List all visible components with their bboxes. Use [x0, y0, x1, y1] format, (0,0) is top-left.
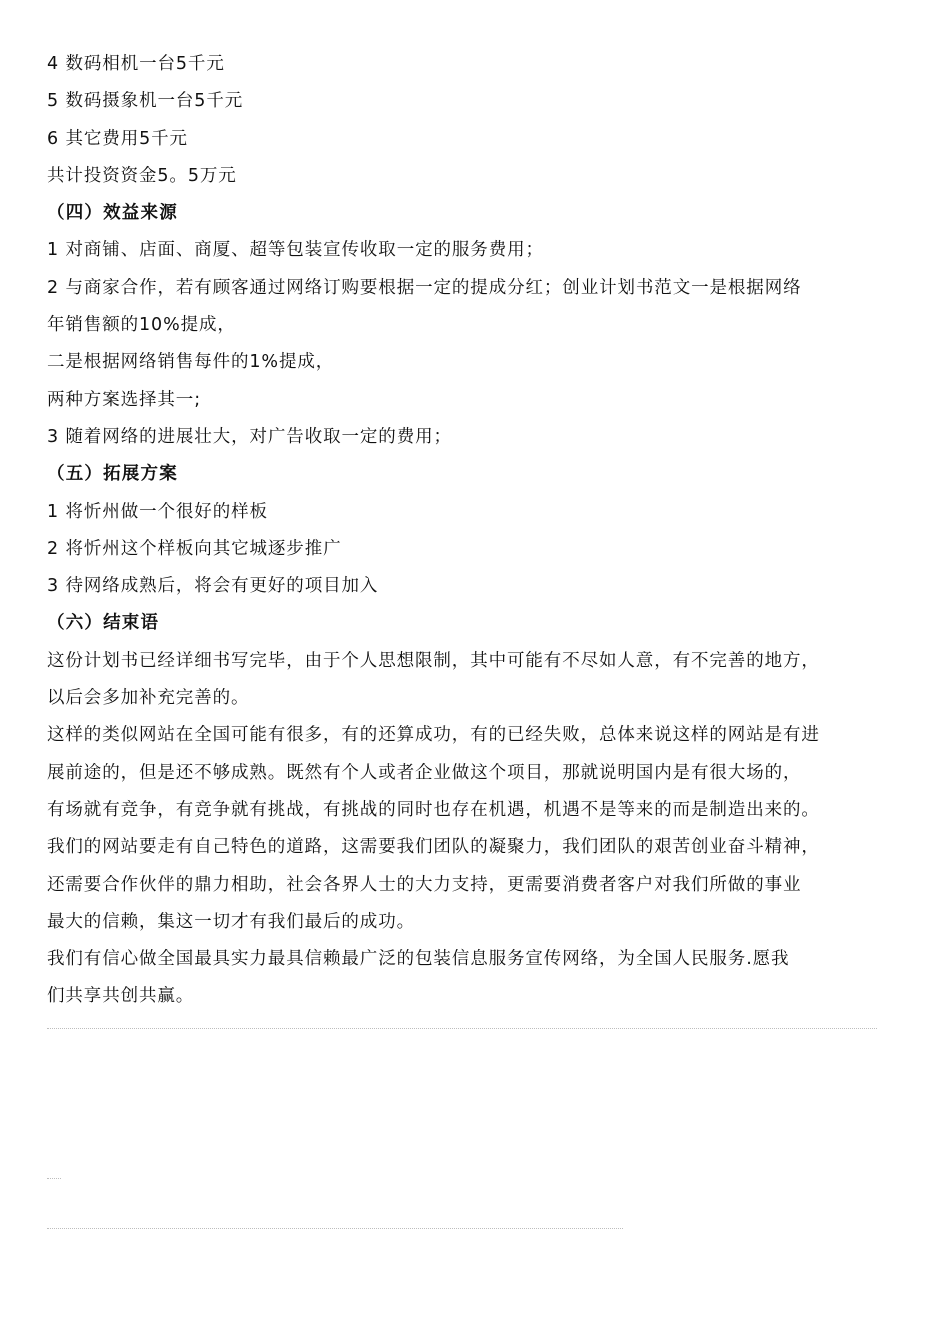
- expansion-item-2: 2 将忻州这个样板向其它城逐步推广: [47, 538, 342, 559]
- conclusion-paragraph-2-line-6: 最大的信赖，集这一切才有我们最后的成功。: [47, 911, 415, 932]
- revenue-item-2-continued: 年销售额的10%提成，: [47, 315, 236, 336]
- section-heading-conclusion: （六）结束语: [47, 613, 160, 634]
- conclusion-paragraph-2-line-3: 有场就有竞争，有竞争就有挑战，有挑战的同时也存在机遇，机遇不是等来的而是制造出来的。: [47, 799, 820, 820]
- conclusion-paragraph-2-line-2: 展前途的，但是还不够成熟。既然有个人或者企业做这个项目，那就说明国内是有很大场的，: [47, 762, 802, 783]
- conclusion-paragraph-2-line-1: 这样的类似网站在全国可能有很多，有的还算成功，有的已经失败，总体来说这样的网站是有进: [47, 725, 820, 746]
- conclusion-paragraph-1-line-1: 这份计划书已经详细书写完毕，由于个人思想限制，其中可能有不尽如人意，有不完善的地方，: [47, 650, 820, 671]
- conclusion-paragraph-2-line-5: 还需要合作伙伴的鼎力相助，社会各界人士的大力支持，更需要消费者客户对我们所做的事业: [47, 874, 802, 895]
- dotted-divider-short: [47, 1178, 61, 1179]
- revenue-item-3: 3 随着网络的进展壮大，对广告收取一定的费用；: [47, 426, 452, 447]
- expansion-item-1: 1 将忻州做一个很好的样板: [47, 501, 268, 522]
- section-heading-expansion: （五）拓展方案: [47, 464, 178, 485]
- conclusion-paragraph-2-line-4: 我们的网站要走有自己特色的道路，这需要我们团队的凝聚力，我们团队的艰苦创业奋斗精神，: [47, 837, 820, 858]
- list-item-other-costs: 6 其它费用5千元: [47, 128, 188, 149]
- conclusion-paragraph-3-line-1: 我们有信心做全国最具实力最具信赖最广泛的包装信息服务宣传网络，为全国人民服务.愿我: [47, 949, 790, 970]
- revenue-item-1: 1 对商铺、店面、商厦、超等包装宣传收取一定的服务费用；: [47, 240, 544, 261]
- dotted-divider: [47, 1028, 877, 1029]
- revenue-item-2: 2 与商家合作，若有顾客通过网络订购要根据一定的提成分红；创业计划书范文一是根据网络: [47, 277, 802, 298]
- expansion-item-3: 3 待网络成熟后，将会有更好的项目加入: [47, 576, 379, 597]
- section-heading-revenue: （四）效益来源: [47, 203, 178, 224]
- conclusion-paragraph-3-line-2: 们共享共创共赢。: [47, 986, 195, 1007]
- list-item-camcorder: 5 数码摄象机一台5千元: [47, 91, 244, 112]
- dotted-divider-bottom: [47, 1228, 623, 1229]
- document-body: [47, 46, 913, 1016]
- list-item-camera: 4 数码相机一台5千元: [47, 54, 225, 74]
- revenue-item-2-choice: 两种方案选择其一;: [47, 389, 201, 410]
- total-investment: 共计投资资金5。5万元: [47, 165, 237, 186]
- revenue-item-2-option-2: 二是根据网络销售每件的1%提成，: [47, 352, 335, 373]
- conclusion-paragraph-1-line-2: 以后会多加补充完善的。: [47, 688, 250, 709]
